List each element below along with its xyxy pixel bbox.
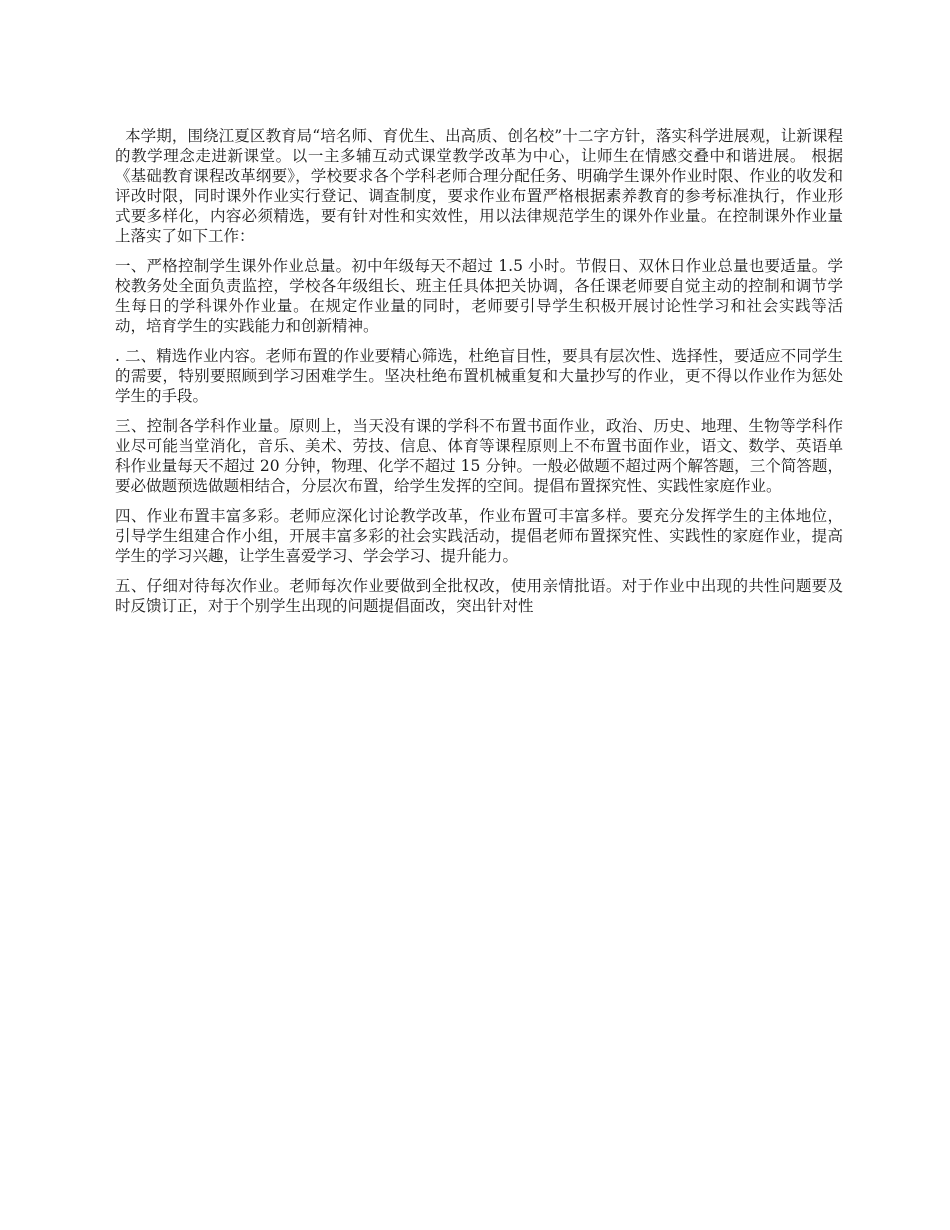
document-body xyxy=(115,126,843,616)
section-1-paragraph: 一、严格控制学生课外作业总量。初中年级每天不超过 1.5 小时。节假日、双休日作业总量也要适量。学校教务处全面负责监控，学校各年级组长、班主任具体把关协调，各任课老师要自觉主动的控制和调节学生每日的学科课外作业量。在规定作业量的同时，老师要引导学生积极开展讨论性学习和社会实践等活动，培育学生的实践能力和创新精神。 xyxy=(115,257,843,335)
section-2-paragraph: . 二、精选作业内容。老师布置的作业要精心筛选，杜绝盲目性，要具有层次性、选择性，要适应不同学生的需要，特别要照顾到学习困难学生。坚决杜绝布置机械重复和大量抄写的作业，更不得以作业作为惩处学生的手段。 xyxy=(115,347,843,405)
section-5-paragraph: 五、仔细对待每次作业。老师每次作业要做到全批权改，使用亲情批语。对于作业中出现的共性问题要及时反馈订正，对于个别学生出现的问题提倡面改，突出针对性 xyxy=(115,577,843,615)
section-4-paragraph: 四、作业布置丰富多彩。老师应深化讨论教学改革，作业布置可丰富多样。要充分发挥学生的主体地位，引导学生组建合作小组，开展丰富多彩的社会实践活动，提倡老师布置探究性、实践性的家庭作业，提高学生的学习兴趣，让学生喜爱学习、学会学习、提升能力。 xyxy=(115,507,843,565)
section-3-paragraph: 三、控制各学科作业量。原则上，当天没有课的学科不布置书面作业，政治、历史、地理、生物等学科作业尽可能当堂消化，音乐、美术、劳技、信息、体育等课程原则上不布置书面作业，语文、数学、英语单科作业量每天不超过 20 分钟，物理、化学不超过 15 分钟。一般必做题不超过两个解答题，三个简答题，要必做题预选做题相结合，分层次布置，给学生发挥的空间。提倡布置探究性、实践性家庭作业。 xyxy=(115,417,843,495)
intro-paragraph: 本学期，围绕江夏区教育局“培名师、育优生、出高质、创名校”十二字方针，落实科学进展观，让新课程的教学理念走进新课堂。以一主多辅互动式课堂教学改革为中心，让师生在情感交叠中和谐进展。 根据《基础教育课程改革纲要》，学校要求各个学科老师合理分配任务、明确学生课外作业时限、作业的收发和评改时限，同时课外作业实行登记、调查制度，要求作业布置严格根据素养教育的参考标准执行，作业形式要多样化，内容必须精选，要有针对性和实效性，用以法律规范学生的课外作业量。在控制课外作业量上落实了如下工作： xyxy=(115,127,843,245)
